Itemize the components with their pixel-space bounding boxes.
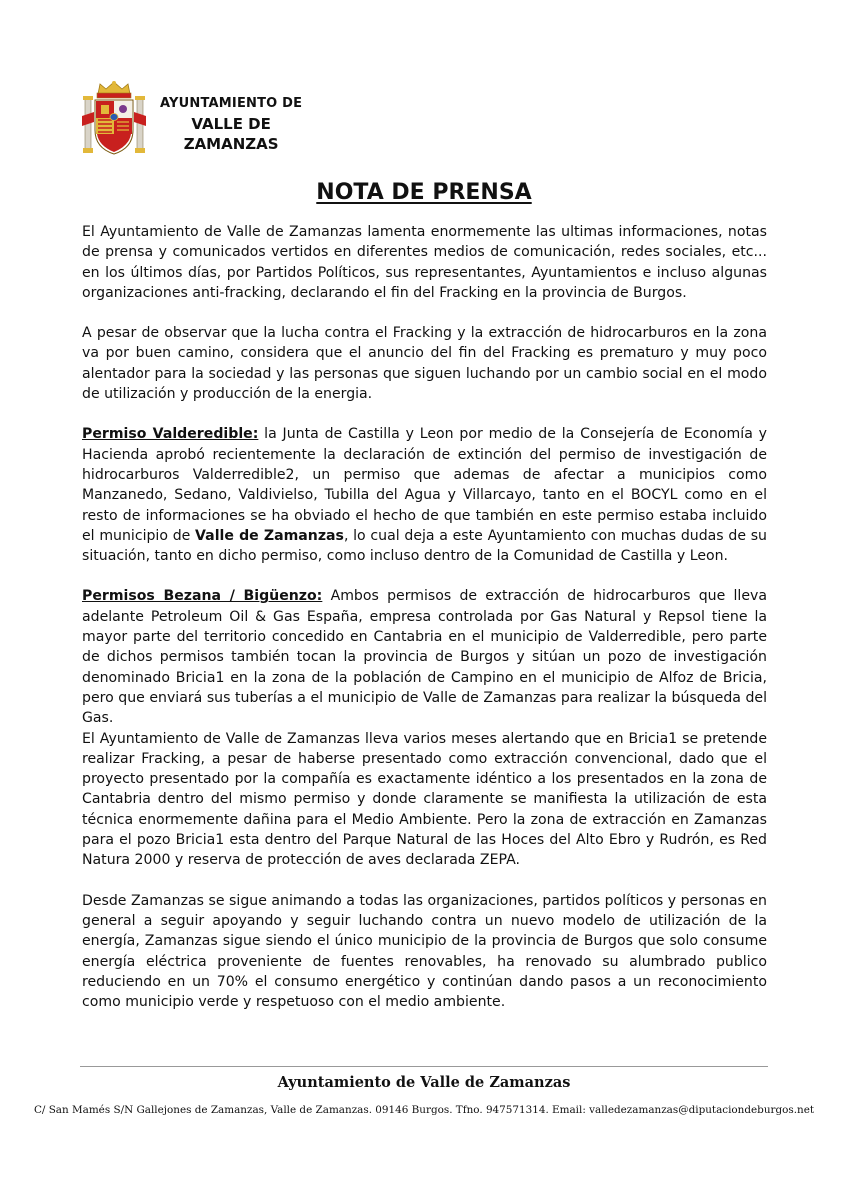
- footer-title: Ayuntamiento de Valle de Zamanzas: [277, 1074, 571, 1091]
- paragraph-text: , lo cual deja a este Ayuntamiento con muchas dudas de su situación, tanto en dicho permiso, como incluso dentro de la Comunidad de Castilla y Leon.: [82, 527, 767, 565]
- paragraph-closing: Desde Zamanzas se sigue animando a todas las organizaciones, partidos políticos y personas en general a seguir apoyando y seguir luchando contra un nuevo modelo de utilización de la energía, Zamanzas sigue siendo el único municipio de la provincia de Burgos que solo consume energía eléctrica proveniente de fuentes renovables, ha renovado su alumbrado publico reduciendo en un 70% el consumo energético y continúan dando pasos a un reconocimiento como municipio verde y respetuoso con el medio ambiente.: [82, 892, 767, 1011]
- paragraph-context: A pesar de observar que la lucha contra el Fracking y la extracción de hidrocarburos en la zona va por buen camino, considera que el anuncio del fin del Fracking es prematuro y muy poco alentador para la sociedad y las personas que siguen luchando por un cambio social en el modo de utilización y producción de la energia.: [82, 325, 767, 403]
- section-lead-bezana: Permisos Bezana / Bigüenzo:: [82, 588, 323, 605]
- paragraph-text: Ambos permisos de extracción de hidrocarburos que lleva adelante Petroleum Oil & Gas España, empresa controlada por Gas Natural y Repsol tiene la mayor parte del territorio concedido en Cantabria en el municipio de Valderredible, pero parte de dichos permisos también tocan la provincia de Burgos y sitúan un pozo de investigación denominado Bricia1 en la zona de la población de Campino en el municipio de Alfoz de Bricia, pero que enviará sus tuberías a el municipio de Valle de Zamanzas para realizar la búsqueda del Gas.: [82, 588, 767, 727]
- footer-divider: [80, 1066, 768, 1067]
- org-name-line3: ZAMANZAS: [183, 135, 279, 153]
- organization-name: [160, 94, 302, 154]
- footer-address: C/ San Mamés S/N Gallejones de Zamanzas, Valle de Zamanzas. 09146 Burgos. Tfno. 947571314. Email: valledezamanzas@diputaciondeburgos.net: [33, 1104, 815, 1116]
- press-release-body: [82, 222, 767, 1032]
- paragraph-text: la Junta de Castilla y Leon por medio de la Consejería de Economía y Hacienda aprobó recientemente la declaración de extinción del permiso de investigación de hidrocarburos Valderredible2, un permiso que ademas de afectar a municipios como Manzanedo, Sedano, Valdivielso, Tubilla del Agua y Villarcayo, tanto en el BOCYL como en el resto de informaciones se ha obviado el hecho de que también en este permiso estaba incluido el municipio de: [82, 426, 767, 544]
- section-lead-valderedible: Permiso Valderedible:: [82, 426, 259, 443]
- paragraph-permisos-bezana: [82, 586, 767, 728]
- letterhead: [82, 80, 342, 160]
- bold-municipality: Valle de Zamanzas: [195, 527, 344, 544]
- paragraph-permiso-valderedible: [82, 424, 767, 566]
- org-name-line2: VALLE DE: [191, 115, 271, 133]
- page-title: NOTA DE PRENSA: [316, 180, 532, 205]
- paragraph-intro: El Ayuntamiento de Valle de Zamanzas lamenta enormemente las ultimas informaciones, notas de prensa y comunicados vertidos en diferentes medios de comunicación, redes sociales, etc... en los últimos días, por Partidos Políticos, sus representantes, Ayuntamientos e incluso algunas organizaciones anti-fracking, declarando el fin del Fracking en la provincia de Burgos.: [82, 224, 767, 301]
- paragraph-bricia: El Ayuntamiento de Valle de Zamanzas lleva varios meses alertando que en Bricia1 se pretende realizar Fracking, a pesar de haberse presentado como extracción convencional, dado que el proyecto presentado por la compañía es exactamente idéntico a los presentados en la zona de Cantabria dentro del mismo permiso y donde claramente se manifiesta la utilización de esta técnica enormemente dañina para el Medio Ambiente. Pero la zona de extracción en Zamanzas para el pozo Bricia1 esta dentro del Parque Natural de las Hoces del Alto Ebro y Rudrón, es Red Natura 2000 y reserva de protección de aves declarada ZEPA.: [82, 730, 767, 869]
- org-name-line1: AYUNTAMIENTO DE: [160, 96, 303, 111]
- spanish-coat-of-arms-icon: [82, 80, 146, 160]
